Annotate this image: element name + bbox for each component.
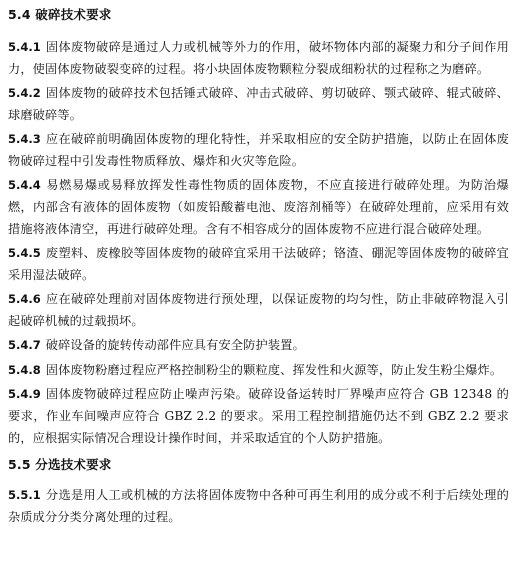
clause-5-4-8 (8, 360, 509, 382)
clause-number: 5.4.5 (8, 246, 41, 261)
clause-5-4-9 (8, 384, 509, 449)
clause-number: 5.5.1 (8, 488, 41, 503)
clause-number: 5.4.6 (8, 292, 41, 307)
clause-5-4-4 (8, 175, 509, 240)
clause-text: 应在破碎前明确固体废物的理化特性，并采取相应的安全防护措施，以防止在固体废物破碎过程中引发毒性物质释放、爆炸和火灾等危险。 (8, 132, 509, 168)
clause-text: 固体废物破碎过程应防止噪声污染。破碎设备运转时厂界噪声应符合 GB 12348 的要求，作业车间噪声应符合 GBZ 2.2 的要求。采用工程控制措施仍达不到 GBZ 2.2 要求的，应根据实际情况合理设计操作时间，并采取适宜的个人防护措施。 (8, 386, 509, 445)
clause-number: 5.4.3 (8, 132, 41, 147)
section-heading-5-4: 5.4 破碎技术要求 (8, 7, 112, 22)
clause-5-4-2 (8, 83, 509, 127)
clause-number: 5.4.7 (8, 338, 41, 353)
clause-text: 废塑料、废橡胶等固体废物的破碎宜采用干法破碎；铬渣、硼泥等固体废物的破碎宜采用湿法破碎。 (8, 246, 509, 282)
clause-number: 5.4.9 (8, 386, 41, 401)
clause-text: 分选是用人工或机械的方法将固体废物中各种可再生利用的成分或不利于后续处理的杂质成分分类分离处理的过程。 (8, 488, 509, 525)
clause-5-4-1 (8, 37, 509, 81)
clause-text: 固体废物的破碎技术包括锤式破碎、冲击式破碎、剪切破碎、颚式破碎、辊式破碎、球磨破碎等。 (8, 86, 509, 122)
clause-5-4-5 (8, 243, 509, 287)
clause-text: 固体废物粉磨过程应严格控制粉尘的颗粒度、挥发性和火源等，防止发生粉尘爆炸。 (45, 362, 503, 377)
clause-number: 5.4.4 (8, 178, 41, 193)
clause-number: 5.4.2 (8, 86, 41, 101)
clause-number: 5.4.8 (8, 362, 41, 377)
clause-number: 5.4.1 (8, 40, 41, 54)
clause-text: 破碎设备的旋转传动部件应具有安全防护装置。 (45, 338, 305, 353)
clause-text: 固体废物破碎是通过人力或机械等外力的作用，破坏物体内部的凝聚力和分子间作用力，使固体废物破裂变碎的过程。将小块固体废物颗粒分裂成细粉状的过程称之为磨碎。 (8, 40, 509, 76)
clause-5-4-6 (8, 289, 509, 333)
clause-text: 易燃易爆或易释放挥发性毒性物质的固体废物，不应直接进行破碎处理。为防治爆燃，内部含有液体的固体废物（如废铅酸蓄电池、废溶剂桶等）在破碎处理前，应采用有效措施将液体清空，再进行破碎处理。含有不相容成分的固体废物不应进行混合破碎处理。 (8, 178, 509, 236)
clause-5-4-7 (8, 335, 509, 357)
clause-text: 应在破碎处理前对固体废物进行预处理，以保证废物的均匀性，防止非破碎物混入引起破碎机械的过载损坏。 (8, 292, 509, 329)
clause-5-5-1 (8, 485, 509, 529)
clause-5-4-3 (8, 129, 509, 173)
section-heading-5-5: 5.5 分选技术要求 (8, 457, 112, 473)
